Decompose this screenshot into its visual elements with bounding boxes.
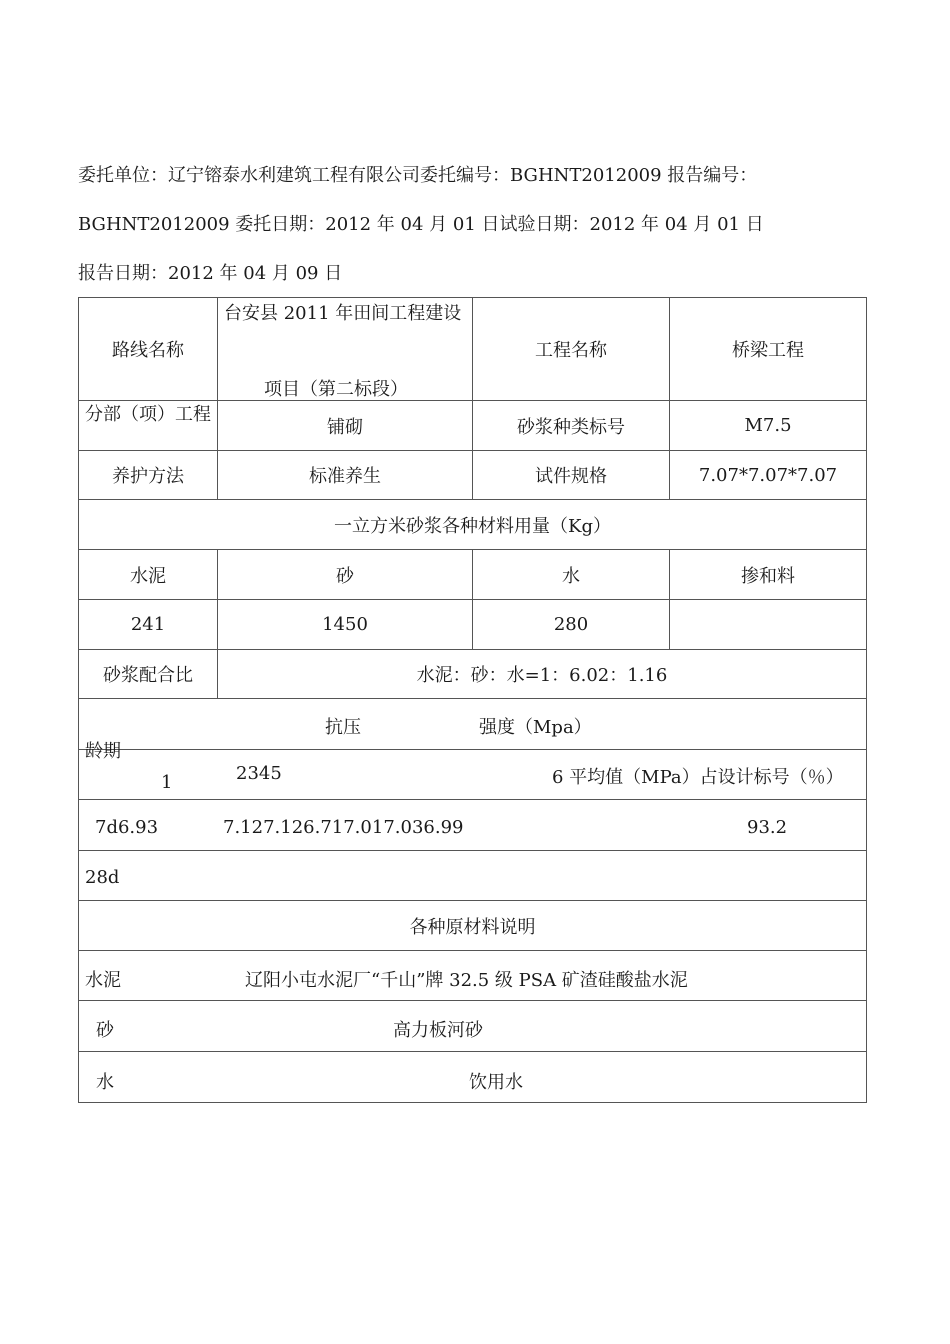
mat-value-cement: 241 xyxy=(79,600,218,650)
strength-columns xyxy=(79,750,867,800)
ratio-label: 砂浆配合比 xyxy=(79,650,218,699)
row-7d-a: 7d6.93 xyxy=(95,817,159,838)
raw-sand-label: 砂 xyxy=(96,1020,114,1041)
materials-title: 一立方米砂浆各种材料用量（Kg） xyxy=(79,500,867,550)
curing-label: 养护方法 xyxy=(79,451,218,500)
part-value: 铺砌 xyxy=(218,401,473,451)
project-label: 工程名称 xyxy=(473,298,670,401)
table-row xyxy=(79,750,867,800)
header-line-3: 报告日期：2012 年 04 月 09 日 xyxy=(78,263,343,284)
row-7d-c: 93.2 xyxy=(747,817,788,838)
row-28d xyxy=(79,851,867,901)
table-row xyxy=(79,500,867,550)
strength-title-a: 抗压 xyxy=(325,717,361,738)
raw-sand-row xyxy=(79,1001,867,1052)
table-row xyxy=(79,951,867,1001)
table-row xyxy=(79,1001,867,1052)
part-label: 分部（项）工程 xyxy=(79,401,218,451)
spec-value: 7.07*7.07*7.07 xyxy=(670,451,867,500)
route-label: 路线名称 xyxy=(79,298,218,401)
raw-cement-row xyxy=(79,951,867,1001)
raw-cement-value: 辽阳小屯水泥厂“千山”牌 32.5 级 PSA 矿渣硅酸盐水泥 xyxy=(245,970,688,991)
mortar-type-value: M7.5 xyxy=(670,401,867,451)
route-value-line-a: 台安县 2011 年田间工程建设 xyxy=(224,303,462,324)
row-28d-label: 28d xyxy=(85,867,120,888)
table-row xyxy=(79,550,867,600)
mat-value-admixture xyxy=(670,600,867,650)
raw-water-label: 水 xyxy=(96,1072,114,1093)
col-1: 1 xyxy=(161,772,173,793)
col-2-5: 2345 xyxy=(236,763,282,784)
mat-header-cement: 水泥 xyxy=(79,550,218,600)
table-row xyxy=(79,901,867,951)
table-row xyxy=(79,600,867,650)
table-row xyxy=(79,401,867,451)
row-7d xyxy=(79,800,867,851)
row-7d-b: 7.127.126.717.017.036.99 xyxy=(223,817,464,838)
mortar-type-label: 砂浆种类标号 xyxy=(473,401,670,451)
spec-label: 试件规格 xyxy=(473,451,670,500)
raw-water-value: 饮用水 xyxy=(469,1072,523,1093)
curing-value: 标准养生 xyxy=(218,451,473,500)
table-row xyxy=(79,800,867,851)
report-table xyxy=(78,297,867,1103)
mat-header-water: 水 xyxy=(473,550,670,600)
table-row xyxy=(79,650,867,699)
strength-header xyxy=(79,699,867,762)
raw-sand-value: 高力板河砂 xyxy=(393,1020,483,1041)
mat-value-water: 280 xyxy=(473,600,670,650)
table-row xyxy=(79,1052,867,1103)
route-value-line-b: 项目（第二标段） xyxy=(264,379,408,400)
route-value xyxy=(218,298,473,401)
strength-title-b: 强度（Mpa） xyxy=(479,717,592,738)
table-row xyxy=(79,851,867,901)
table-row xyxy=(79,699,867,750)
mat-header-admixture: 掺和料 xyxy=(670,550,867,600)
raw-cement-label: 水泥 xyxy=(85,970,121,991)
mat-header-sand: 砂 xyxy=(218,550,473,600)
raw-title: 各种原材料说明 xyxy=(79,901,867,951)
age-label: 龄期 xyxy=(85,741,121,762)
raw-water-row xyxy=(79,1052,867,1103)
header-line-2: BGHNT2012009 委托日期：2012 年 04 月 01 日试验日期：2012 年 04 月 01 日 xyxy=(78,214,764,235)
col-6-tail: 6 平均值（MPa）占设计标号（％） xyxy=(552,767,844,788)
table-row xyxy=(79,298,867,401)
mat-value-sand: 1450 xyxy=(218,600,473,650)
project-value: 桥梁工程 xyxy=(670,298,867,401)
ratio-value: 水泥：砂：水=1：6.02：1.16 xyxy=(218,650,867,699)
table-row xyxy=(79,451,867,500)
header-line-1: 委托单位：辽宁镕泰水利建筑工程有限公司委托编号：BGHNT2012009 报告编号： xyxy=(78,165,758,186)
